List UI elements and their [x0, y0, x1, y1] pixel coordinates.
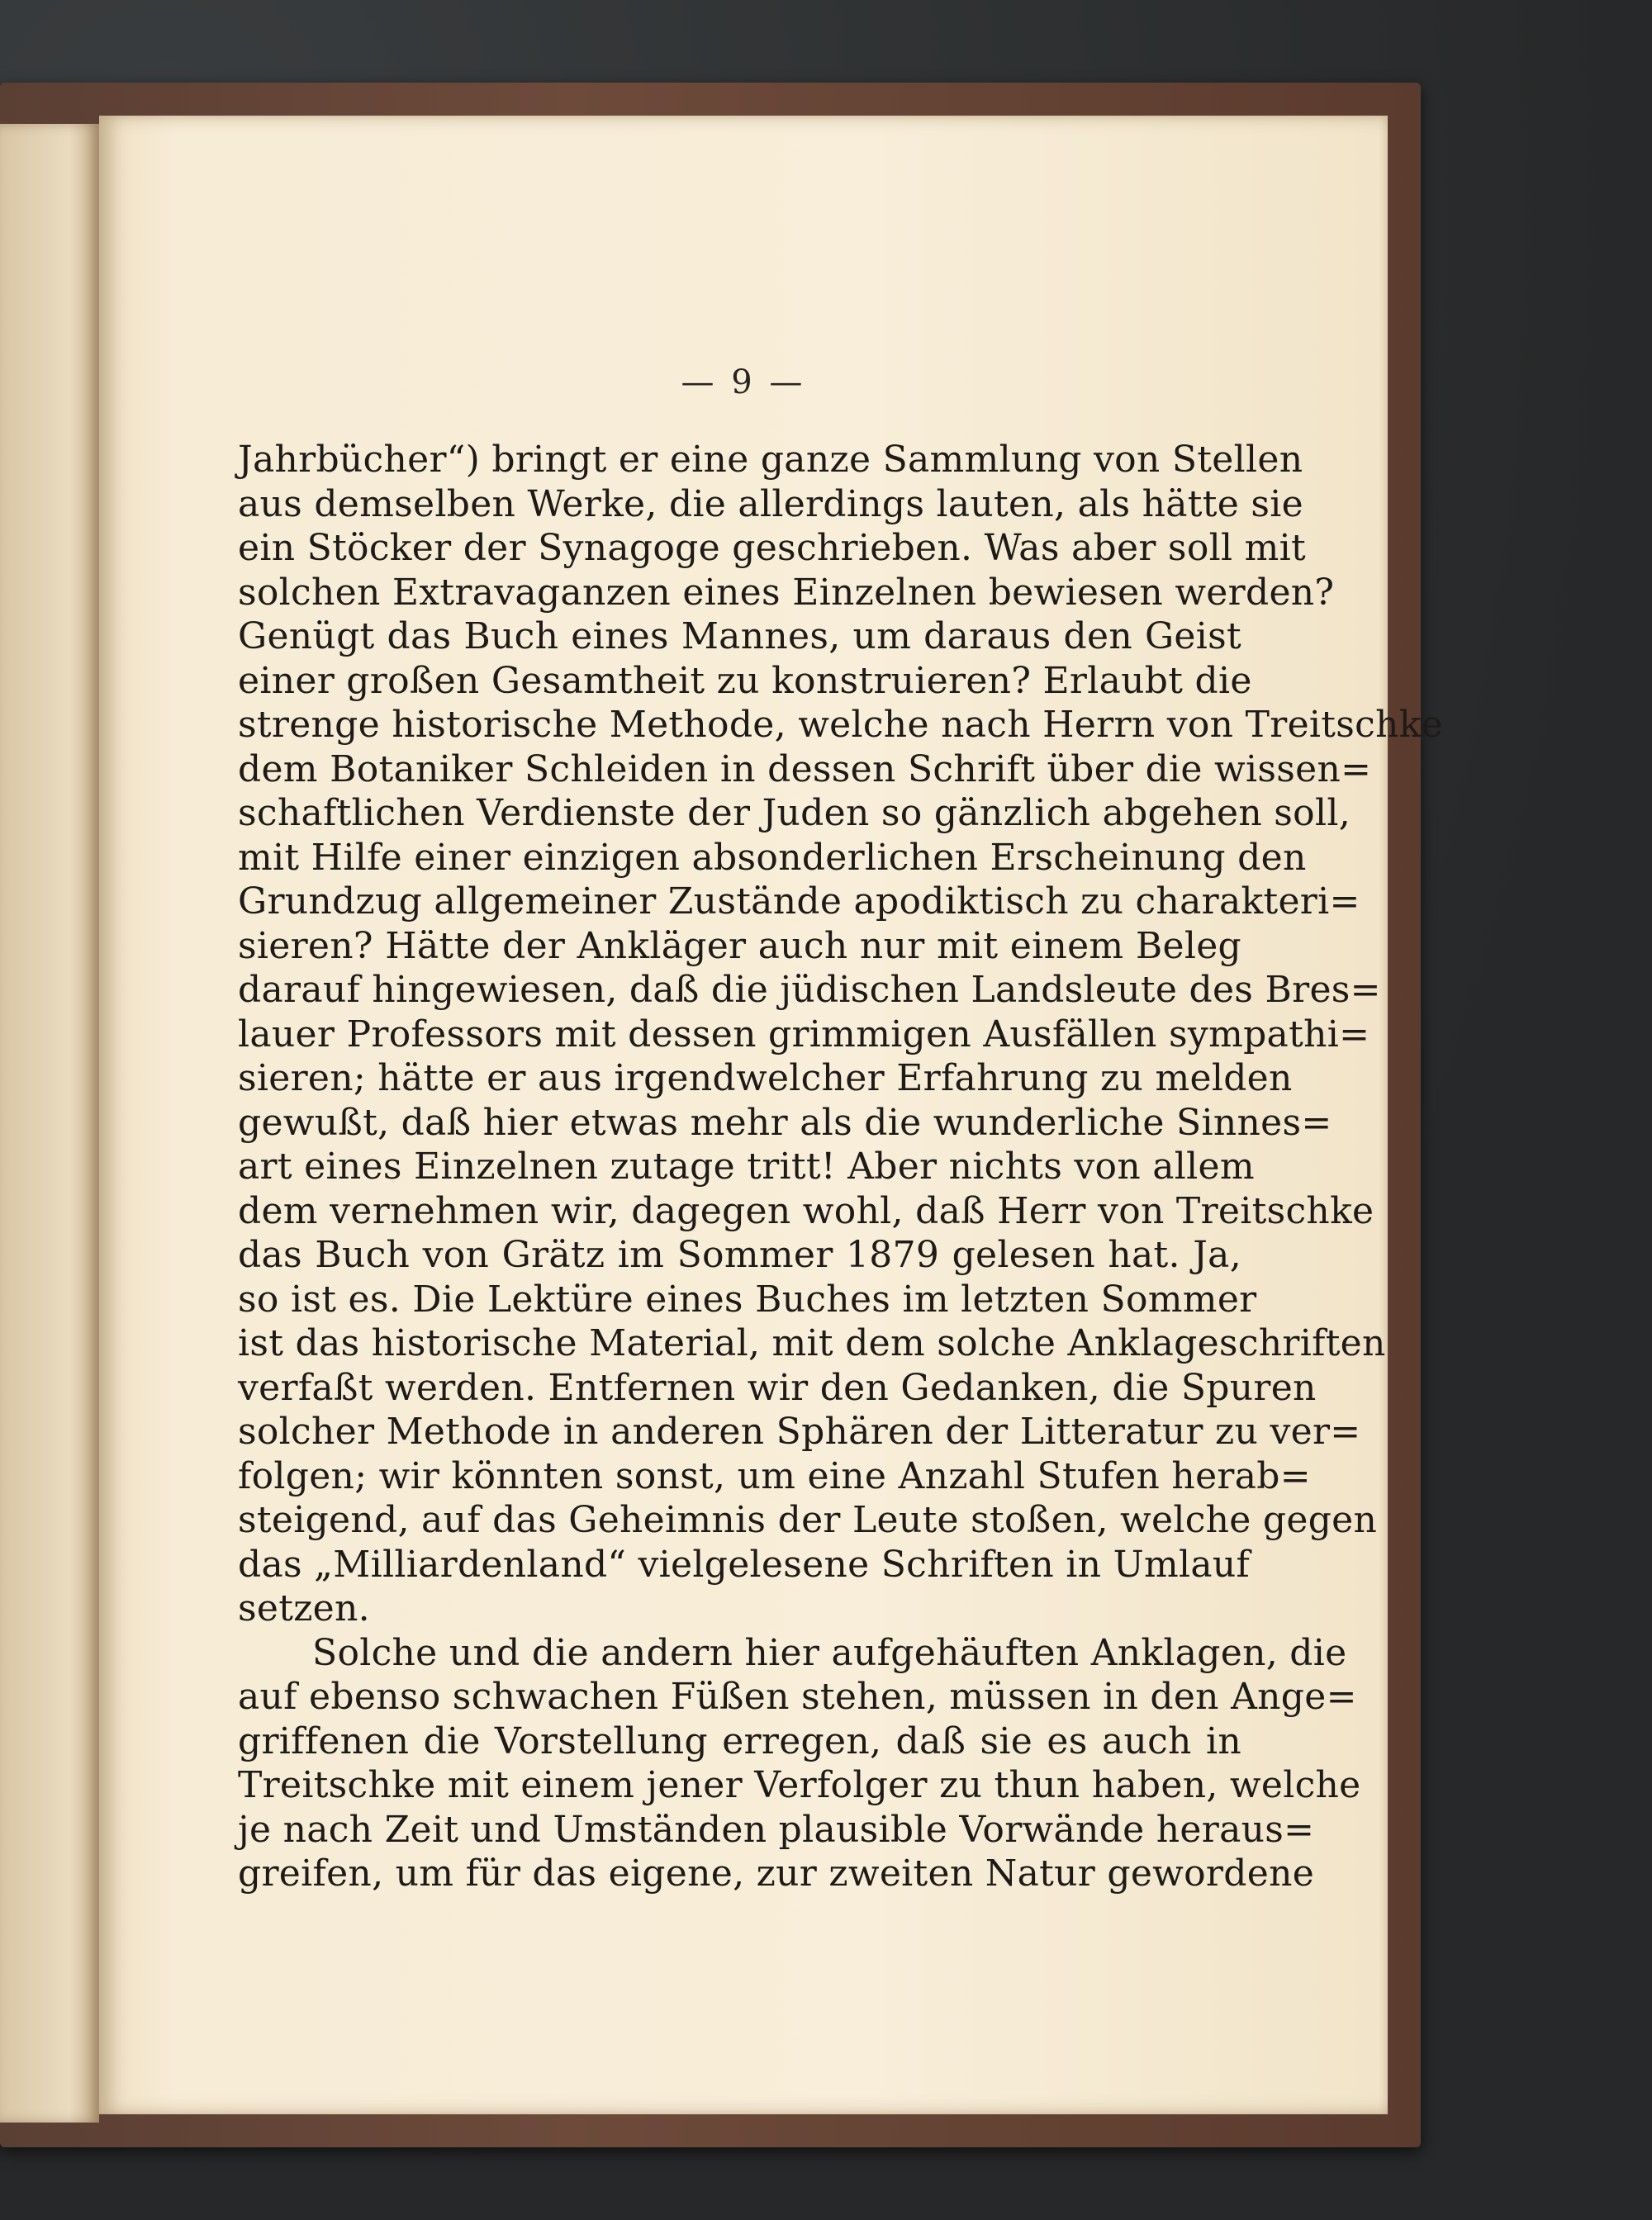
- page-number: — 9 —: [681, 363, 806, 401]
- text-line: das Buch von Grätz im Sommer 1879 gelesen hat. Ja,: [238, 1234, 1241, 1276]
- text-line: so ist es. Die Lektüre eines Buches im letzten Sommer: [238, 1278, 1257, 1321]
- text-line: griffenen die Vorstellung erregen, daß sie es auch in: [238, 1720, 1241, 1762]
- text-line: sieren? Hätte der Ankläger auch nur mit einem Beleg: [238, 924, 1241, 967]
- text-line: Jahrbücher“) bringt er eine ganze Sammlung von Stellen: [238, 439, 1303, 481]
- text-line: darauf hingewiesen, daß die jüdischen Landsleute des Bres=: [238, 969, 1381, 1011]
- text-line: Grundzug allgemeiner Zustände apodiktisch zu charakteri=: [238, 880, 1360, 923]
- text-line: Genügt das Buch eines Mannes, um daraus den Geist: [238, 615, 1241, 657]
- text-line: schaftlichen Verdienste der Juden so gänzlich abgehen soll,: [238, 792, 1351, 834]
- body-text: [238, 438, 1444, 1896]
- left-page-edge: [0, 124, 99, 2123]
- text-line: solchen Extravaganzen eines Einzelnen bewiesen werden?: [238, 571, 1335, 614]
- text-line: solcher Methode in anderen Sphären der Litteratur zu ver=: [238, 1411, 1361, 1453]
- text-line: mit Hilfe einer einzigen absonderlichen Erscheinung den: [238, 836, 1307, 879]
- text-line: je nach Zeit und Umständen plausible Vorwände heraus=: [238, 1808, 1315, 1851]
- text-line: sieren; hätte er aus irgendwelcher Erfahrung zu melden: [238, 1057, 1293, 1099]
- text-line: lauer Professors mit dessen grimmigen Ausfällen sympathi=: [238, 1013, 1370, 1055]
- text-line: art eines Einzelnen zutage tritt! Aber nichts von allem: [238, 1146, 1255, 1188]
- text-line: folgen; wir könnten sonst, um eine Anzahl Stufen herab=: [238, 1454, 1311, 1497]
- text-line: gewußt, daß hier etwas mehr als die wunderliche Sinnes=: [238, 1101, 1332, 1144]
- text-line: auf ebenso schwachen Füßen stehen, müssen in den Ange=: [238, 1676, 1357, 1718]
- text-line: dem vernehmen wir, dagegen wohl, daß Herr von Treitschke: [238, 1189, 1374, 1232]
- text-line: Treitschke mit einem jener Verfolger zu thun haben, welche: [238, 1764, 1361, 1806]
- text-line: aus demselben Werke, die allerdings lauten, als hätte sie: [238, 482, 1303, 525]
- text-line: einer großen Gesamtheit zu konstruieren? Erlaubt die: [238, 659, 1252, 702]
- text-line: verfaßt werden. Entfernen wir den Gedanken, die Spuren: [238, 1366, 1317, 1409]
- right-page: [99, 116, 1444, 2114]
- text-line: ein Stöcker der Synagoge geschrieben. Was aber soll mit: [238, 527, 1307, 569]
- text-line: setzen.: [238, 1587, 370, 1629]
- text-line: strenge historische Methode, welche nach Herrn von Treitschke: [238, 704, 1444, 746]
- text-line: steigend, auf das Geheimnis der Leute stoßen, welche gegen: [238, 1499, 1378, 1541]
- text-line: das „Milliardenland“ vielgelesene Schriften in Umlauf: [238, 1543, 1251, 1586]
- text-line: ist das historische Material, mit dem solche Anklageschriften: [238, 1322, 1386, 1364]
- paragraph-start-line: Solche und die andern hier aufgehäuften Anklagen, die: [312, 1631, 1347, 1674]
- text-line: greifen, um für das eigene, zur zweiten Natur gewordene: [238, 1852, 1315, 1895]
- text-line: dem Botaniker Schleiden in dessen Schrift über die wissen=: [238, 747, 1372, 790]
